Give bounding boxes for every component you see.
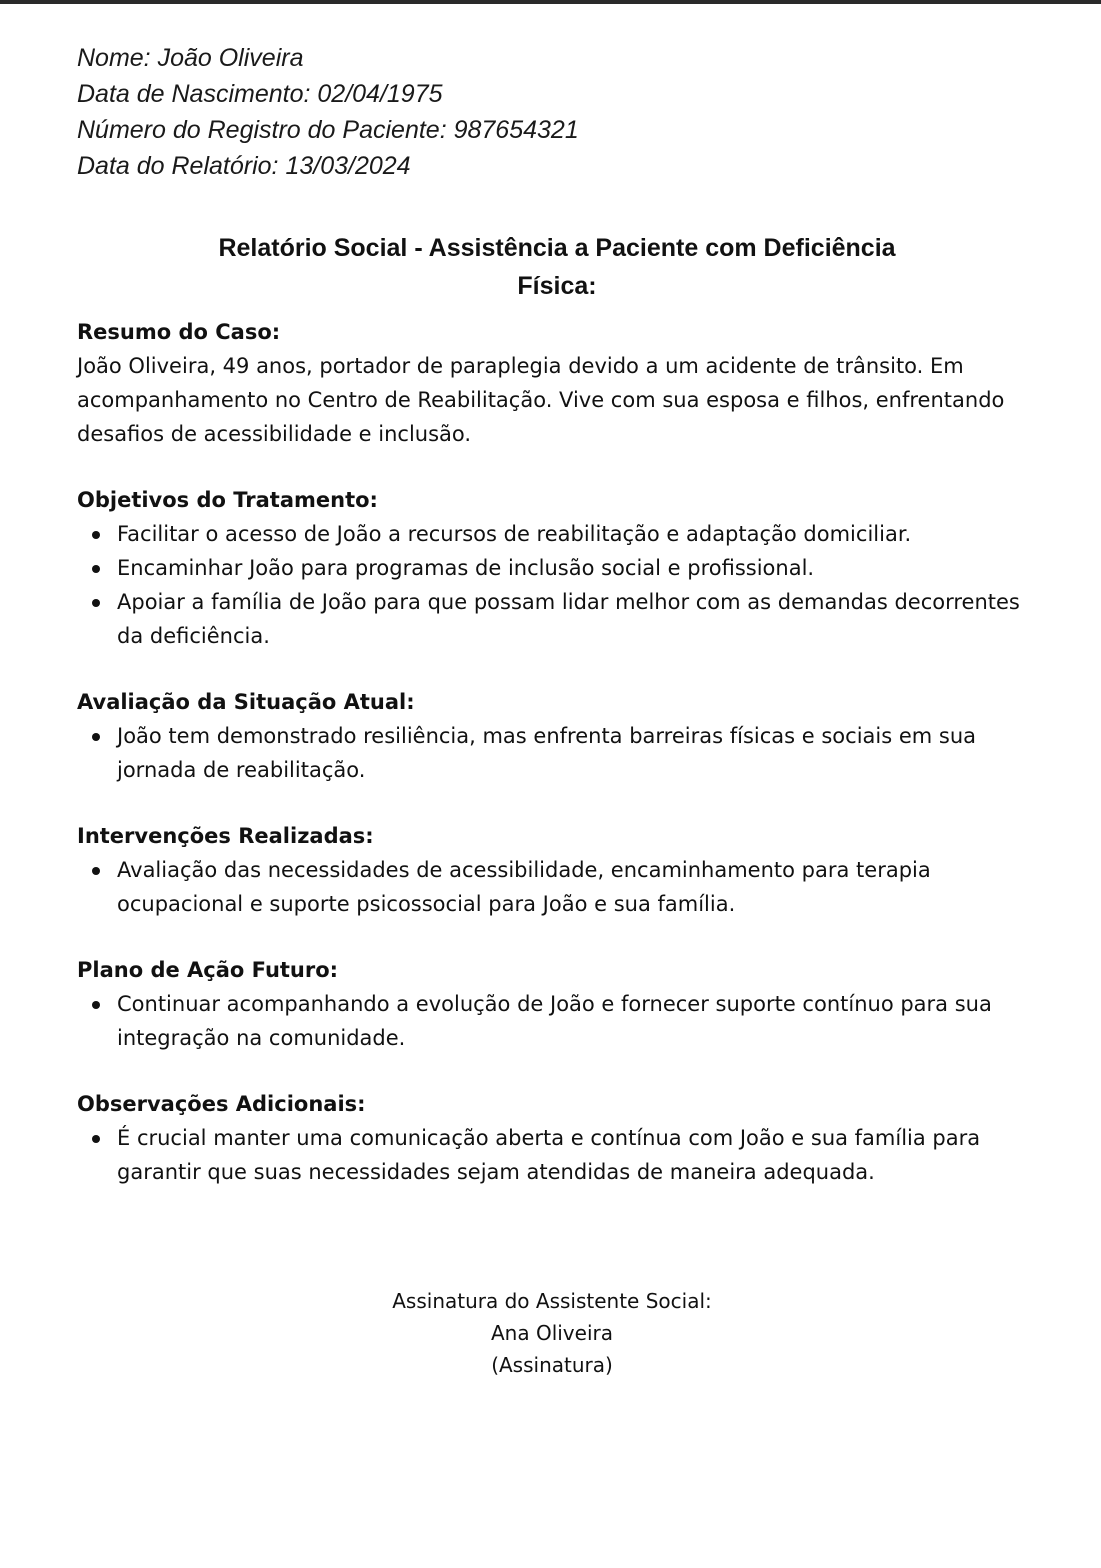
- report-title-line-2: Física:: [517, 272, 597, 300]
- list-item: É crucial manter uma comunicação aberta e contínua com João e sua família para garantir que suas necessidades sejam atendidas de maneira adequada.: [77, 1121, 1037, 1189]
- report-document: [77, 40, 1037, 1381]
- list-item: Continuar acompanhando a evolução de João e fornecer suporte contínuo para sua integração na comunidade.: [77, 987, 1037, 1055]
- list-item: João tem demonstrado resiliência, mas enfrenta barreiras físicas e sociais em sua jornada de reabilitação.: [77, 719, 1037, 787]
- list-item: Encaminhar João para programas de inclusão social e profissional.: [77, 551, 1037, 585]
- bullet-list: [77, 1121, 1037, 1189]
- section-additional-notes: [77, 1087, 1037, 1189]
- bullet-list: [77, 719, 1037, 787]
- report-title-line-1: Relatório Social - Assistência a Paciente com Deficiência: [218, 234, 896, 262]
- report-title: [77, 229, 1037, 305]
- section-heading: Avaliação da Situação Atual:: [77, 690, 415, 714]
- section-treatment-objectives: [77, 483, 1037, 653]
- patient-info: [77, 40, 1037, 184]
- section-heading: Observações Adicionais:: [77, 1092, 366, 1116]
- patient-name: Nome: João Oliveira: [77, 44, 304, 72]
- top-border: [0, 0, 1101, 4]
- section-case-summary: [77, 315, 1037, 451]
- bullet-list: [77, 853, 1037, 921]
- section-paragraph: João Oliveira, 49 anos, portador de paraplegia devido a um acidente de trânsito. Em acompanhamento no Centro de Reabilitação. Vive com sua esposa e filhos, enfrentando desafios de acessibilidade e inclusão.: [77, 354, 1005, 446]
- list-item: Facilitar o acesso de João a recursos de reabilitação e adaptação domiciliar.: [77, 517, 1037, 551]
- section-current-assessment: [77, 685, 1037, 787]
- patient-registry-number: Número do Registro do Paciente: 987654321: [77, 116, 579, 144]
- bullet-list: [77, 987, 1037, 1055]
- report-date: Data do Relatório: 13/03/2024: [77, 152, 411, 180]
- section-heading: Objetivos do Tratamento:: [77, 488, 378, 512]
- section-heading: Intervenções Realizadas:: [77, 824, 374, 848]
- section-heading: Resumo do Caso:: [77, 320, 281, 344]
- patient-birth-date: Data de Nascimento: 02/04/1975: [77, 80, 443, 108]
- section-action-plan: [77, 953, 1037, 1055]
- signature-block: [77, 1285, 1027, 1381]
- signature-placeholder: (Assinatura): [491, 1353, 613, 1377]
- section-heading: Plano de Ação Futuro:: [77, 958, 339, 982]
- bullet-list: [77, 517, 1037, 653]
- list-item: Apoiar a família de João para que possam lidar melhor com as demandas decorrentes da deficiência.: [77, 585, 1037, 653]
- signature-label: Assinatura do Assistente Social:: [392, 1289, 712, 1313]
- social-worker-name: Ana Oliveira: [490, 1321, 613, 1345]
- section-interventions: [77, 819, 1037, 921]
- list-item: Avaliação das necessidades de acessibilidade, encaminhamento para terapia ocupacional e suporte psicossocial para João e sua família.: [77, 853, 1037, 921]
